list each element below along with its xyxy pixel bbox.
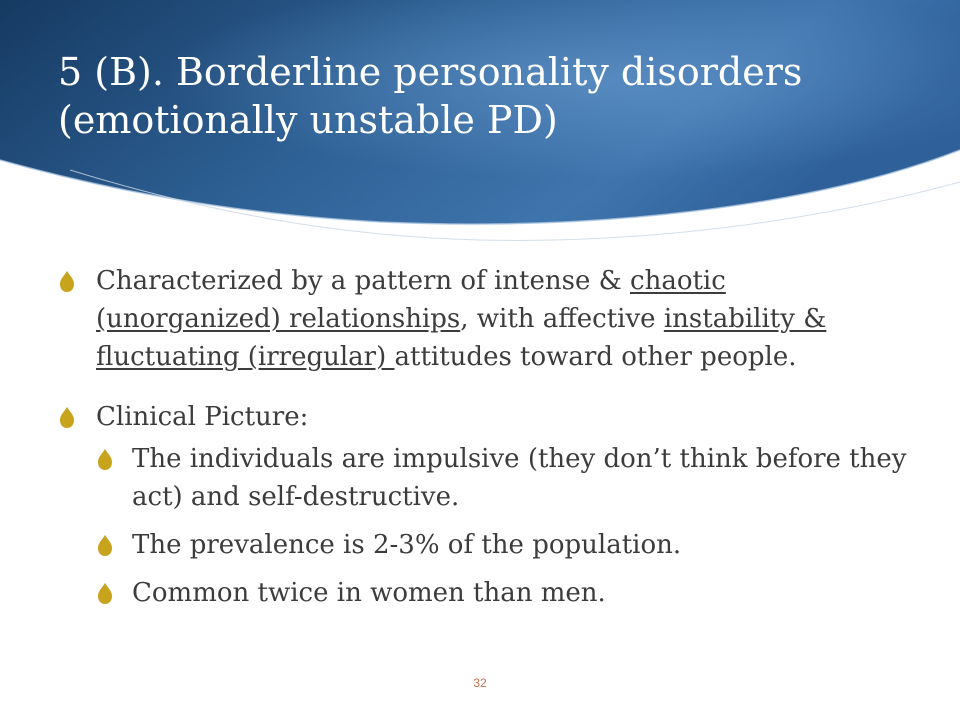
sub-bullet-2-text: The prevalence is 2-3% of the population. [132,530,682,560]
title-line-2: (emotionally unstable PD) [58,98,558,142]
flame-bullet-icon [58,271,76,293]
sub-bullet-1-text: The individuals are impulsive (they don’t think before they act) and self-destructive. [132,444,907,512]
flame-bullet-icon [96,449,114,471]
slide-body [58,262,918,612]
sub-bullet-impulsive [58,440,918,516]
title-line-1: 5 (B). Borderline personality disorders [58,50,803,94]
bullet2-text: Clinical Picture: [96,402,309,432]
flame-bullet-icon [96,583,114,605]
slide-title [58,48,918,144]
page-number: 32 [473,676,487,690]
bullet-clinical-picture [58,398,918,436]
bullet1-text-1: Characterized by a pattern of intense & [96,266,631,296]
sub-bullet-common [58,574,918,612]
sub-bullet-prevalence [58,526,918,564]
bullet-characterized [58,262,918,376]
sub-bullet-3-text: Common twice in women than men. [132,578,606,608]
bullet1-underlined-2: instability & fluctuating (irregular) [96,304,827,372]
bullet1-text-3: attitudes toward other people. [394,342,797,372]
bullet1-underlined-1: chaotic (unorganized) relationships [96,266,726,334]
flame-bullet-icon [96,535,114,557]
bullet1-text-2: , with affective [460,304,664,334]
flame-bullet-icon [58,407,76,429]
